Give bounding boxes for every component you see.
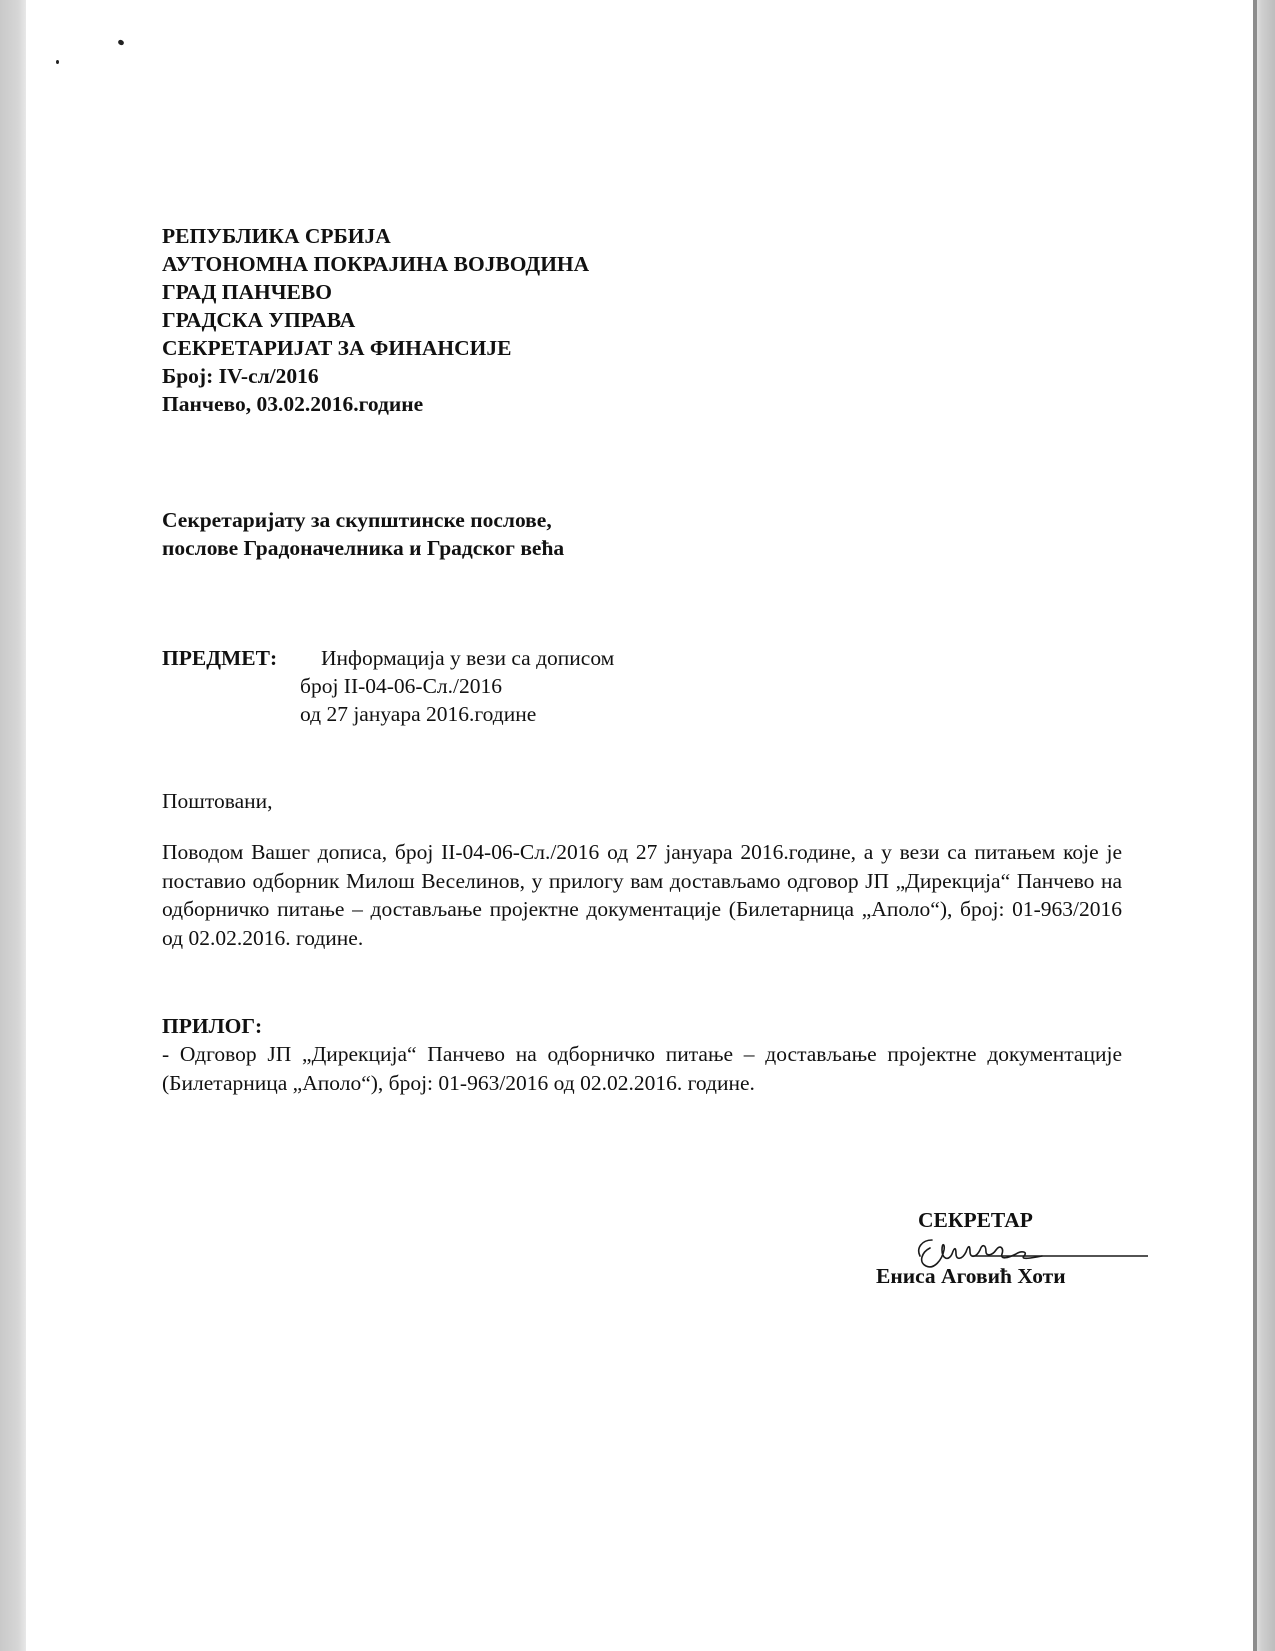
attachment-label: ПРИЛОГ: [162, 1014, 263, 1038]
subject-label: ПРЕДМЕТ: [162, 646, 278, 670]
letterhead-province: АУТОНОМНА ПОКРАЈИНА ВОЈВОДИНА [162, 252, 590, 276]
recipient-line: Секретаријату за скупштинске послове, [162, 508, 552, 532]
signatory-name: Ениса Аговић Хоти [876, 1264, 1066, 1288]
letterhead [162, 222, 589, 418]
document-number: Број: IV-сл/2016 [162, 364, 319, 388]
subject-line: Информација у вези са дописом [321, 646, 615, 670]
signatory-title: СЕКРЕТАР [918, 1208, 1033, 1232]
document-place-date: Панчево, 03.02.2016.године [162, 392, 424, 416]
greeting: Поштовани, [162, 789, 273, 813]
letterhead-administration: ГРАДСКА УПРАВА [162, 308, 356, 332]
subject-text [300, 644, 614, 728]
subject-line: број II-04-06-Сл./2016 [300, 674, 503, 698]
recipient-line: послове Градоначелника и Градског већа [162, 536, 565, 560]
subject-line: од 27 јануара 2016.године [300, 702, 537, 726]
body-paragraph: Поводом Вашег дописа, број II-04-06-Сл./2016 од 27 јануара 2016.године, а у вези са питањем које је поставио одборник Милош Веселинов, у прилогу вам достављамо одговор ЈП „Дирекција“ Панчево на одборничко питање – достављање пројектне документације (Билетарница „Аполо“), број: 01-963/2016 од 02.02.2016. године. [162, 840, 1122, 950]
letterhead-country: РЕПУБЛИКА СРБИЈА [162, 224, 391, 248]
letterhead-secretariat: СЕКРЕТАРИЈАТ ЗА ФИНАНСИЈЕ [162, 336, 512, 360]
attachment-item: - Одговор ЈП „Дирекција“ Панчево на одборничко питање – достављање пројектне документације (Билетарница „Аполо“), број: 01-963/2016 од 02.02.2016. године. [162, 1042, 1122, 1095]
letterhead-city: ГРАД ПАНЧЕВО [162, 280, 332, 304]
recipient-block [162, 506, 564, 562]
